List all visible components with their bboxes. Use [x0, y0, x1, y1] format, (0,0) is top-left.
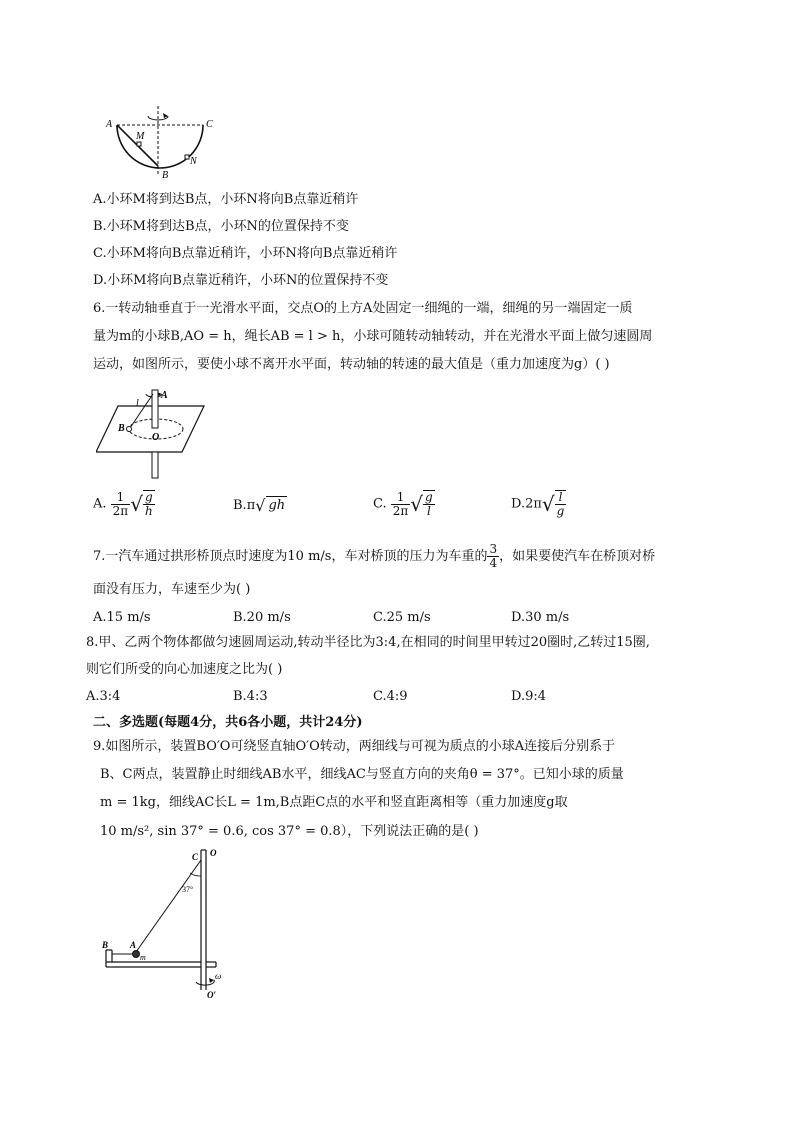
q9-label-O-prime: O′ — [207, 990, 217, 1000]
q8-option-a: A.3:4 — [86, 689, 121, 704]
q8-option-d: D.9:4 — [511, 689, 547, 704]
q5-label-M: M — [136, 131, 145, 142]
q6-stem-line-3: 运动，如图所示，要使小球不离开水平面，转动轴的转速的最大值是（重力加速度为g）( ) — [93, 357, 610, 372]
q6-stem-line-1: 6.一转动轴垂直于一光滑水平面，交点O的上方A处固定一细绳的一端，细绳的另一端固定一质 — [93, 301, 633, 316]
q6-label-B: B — [118, 423, 125, 434]
q9-stem-line-3: m = 1kg，细线AC长L = 1m,B点距C点的水平和竖直距离相等（重力加速度g取 — [100, 795, 568, 810]
q7-option-d: D.30 m/s — [511, 610, 570, 625]
q9-rotating-frame-figure — [98, 846, 238, 1002]
q6-option-d: D.2π√ $\frac{l}{g}$ — [511, 490, 565, 518]
q5-option-c: C.小环M将向B点靠近稍许，小环N将向B点靠近稍许 — [93, 246, 398, 261]
q5-label-A: A — [106, 119, 113, 130]
q6-option-b: B.π√ gh — [233, 495, 286, 515]
q9-stem-line-1: 9.如图所示，装置BO′O可绕竖直轴O′O转动，两细线与可视为质点的小球A连接后分别系于 — [93, 739, 616, 754]
q9-label-m: m — [140, 953, 146, 962]
q6-turntable-figure — [96, 384, 208, 480]
q9-label-O: O — [210, 848, 217, 858]
q7-stem-line-2: 面没有压力，车速至少为( ) — [93, 582, 251, 597]
q9-label-angle: 37° — [182, 885, 194, 894]
q9-stem-line-4: 10 m/s², sin 37° = 0.6, cos 37° = 0.8），下列说法正确的是( ) — [100, 824, 479, 839]
q8-stem-line-2: 则它们所受的向心加速度之比为( ) — [86, 662, 283, 677]
q5-label-C: C — [206, 119, 213, 130]
q5-label-B: B — [162, 170, 169, 181]
q7-option-a: A.15 m/s — [93, 610, 151, 625]
q6-option-a: A. $\frac{1}{2\pi}$ √ $\frac{g}{h}$ — [93, 489, 153, 518]
q7-option-c: C.25 m/s — [373, 610, 431, 625]
q6-option-c: C. $\frac{1}{2\pi}$ √ $\frac{g}{l}$ — [373, 489, 433, 518]
q9-label-A: A — [130, 940, 137, 950]
q5-option-d: D.小环M将向B点靠近稍许，小环N的位置保持不变 — [93, 273, 389, 288]
q6-label-l: l — [136, 398, 139, 409]
q6-stem-line-2: 量为m的小球B,AO = h，绳长AB = l > h，小球可随转动轴转动，并在光滑水平面上做匀速圆周 — [93, 329, 653, 344]
q6-label-A: A — [161, 390, 168, 401]
q5-bowl-figure — [100, 94, 220, 182]
q9-label-B: B — [102, 940, 109, 950]
q7-option-b: B.20 m/s — [233, 610, 291, 625]
q9-stem-line-2: B、C两点，装置静止时细线AB水平，细线AC与竖直方向的夹角θ = 37°。已知小球的质量 — [100, 767, 624, 782]
q5-label-N: N — [190, 156, 197, 167]
q8-option-c: C.4:9 — [373, 689, 408, 704]
q5-option-a: A.小环M将到达B点，小环N将向B点靠近稍许 — [93, 192, 359, 207]
q8-option-b: B.4:3 — [233, 689, 268, 704]
q7-stem-line-1: 7.一汽车通过拱形桥顶点时速度为10 m/s，车对桥顶的压力为车重的 $\frac{3}{4}$ ，如果要使汽车在桥顶对桥 — [93, 542, 656, 570]
q5-option-b: B.小环M将到达B点，小环N的位置保持不变 — [93, 219, 349, 234]
q6-label-O: O — [152, 432, 160, 443]
q8-stem-line-1: 8.甲、乙两个物体都做匀速圆周运动,转动半径比为3:4,在相同的时间里甲转过20圈时,乙转过15圈, — [86, 635, 650, 650]
section-2-title: 二、多选题(每题4分，共6各小题，共计24分) — [93, 715, 363, 730]
q9-label-C: C — [192, 852, 199, 862]
q9-label-omega: ω — [215, 971, 222, 981]
